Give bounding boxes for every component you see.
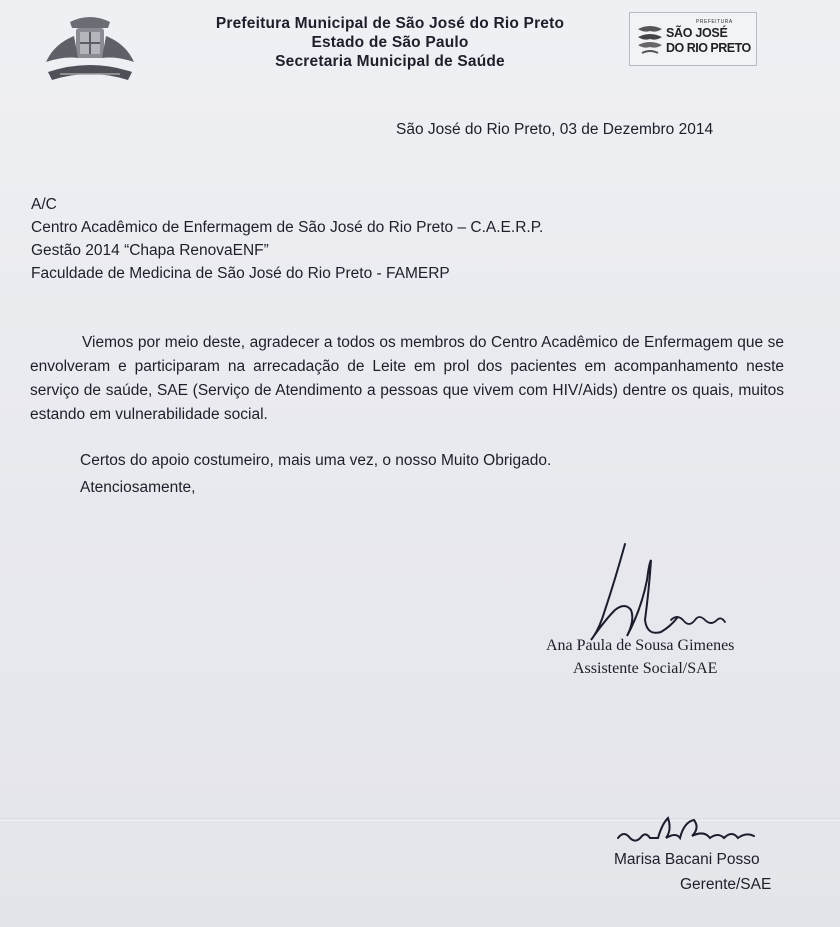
recipient-attention: A/C <box>31 196 57 213</box>
signatory1-role: Assistente Social/SAE <box>573 660 718 677</box>
logo-city-line2: DO RIO PRETO <box>666 41 751 55</box>
letterhead-state: Estado de São Paulo <box>311 34 469 51</box>
recipient-block <box>31 193 543 285</box>
signatory2-name: Marisa Bacani Posso <box>614 851 760 868</box>
city-logo <box>629 12 757 66</box>
letter-thanks: Certos do apoio costumeiro, mais uma vez, o nosso Muito Obrigado. <box>80 452 552 469</box>
letter-date: São José do Rio Preto, 03 de Dezembro 2014 <box>396 121 714 138</box>
letterhead-department: Secretaria Municipal de Saúde <box>275 53 505 70</box>
signatory1-name: Ana Paula de Sousa Gimenes <box>546 637 735 654</box>
recipient-institution: Faculdade de Medicina de São José do Rio Preto - FAMERP <box>31 265 450 282</box>
letterhead-municipality: Prefeitura Municipal de São José do Rio Preto <box>215 15 565 32</box>
coat-of-arms-icon <box>40 14 140 86</box>
signatory2-role: Gerente/SAE <box>680 876 772 893</box>
letterhead <box>150 14 630 71</box>
logo-prefix: PREFEITURA <box>696 19 733 25</box>
recipient-organization: Centro Acadêmico de Enfermagem de São José do Rio Preto – C.A.E.R.P. <box>31 219 544 236</box>
signature-marisa <box>614 812 764 852</box>
letter-body-paragraph: Viemos por meio deste, agradecer a todos os membros do Centro Acadêmico de Enfermagem que se envolveram e participaram na arrecadação de Leite em prol dos pacientes em acompanhamento neste serviço de saúde, SAE (Serviço de Atendimento a pessoas que vivem com HIV/Aids) dentre os quais, muitos estando em vulnerabilidade social. <box>30 334 784 423</box>
signature-ana-paula <box>585 540 735 652</box>
letter-closing: Atenciosamente, <box>80 479 196 496</box>
logo-city-line1: SÃO JOSÉ <box>666 26 728 40</box>
city-emblem-icon <box>634 23 666 57</box>
recipient-management: Gestão 2014 “Chapa RenovaENF” <box>31 242 269 259</box>
